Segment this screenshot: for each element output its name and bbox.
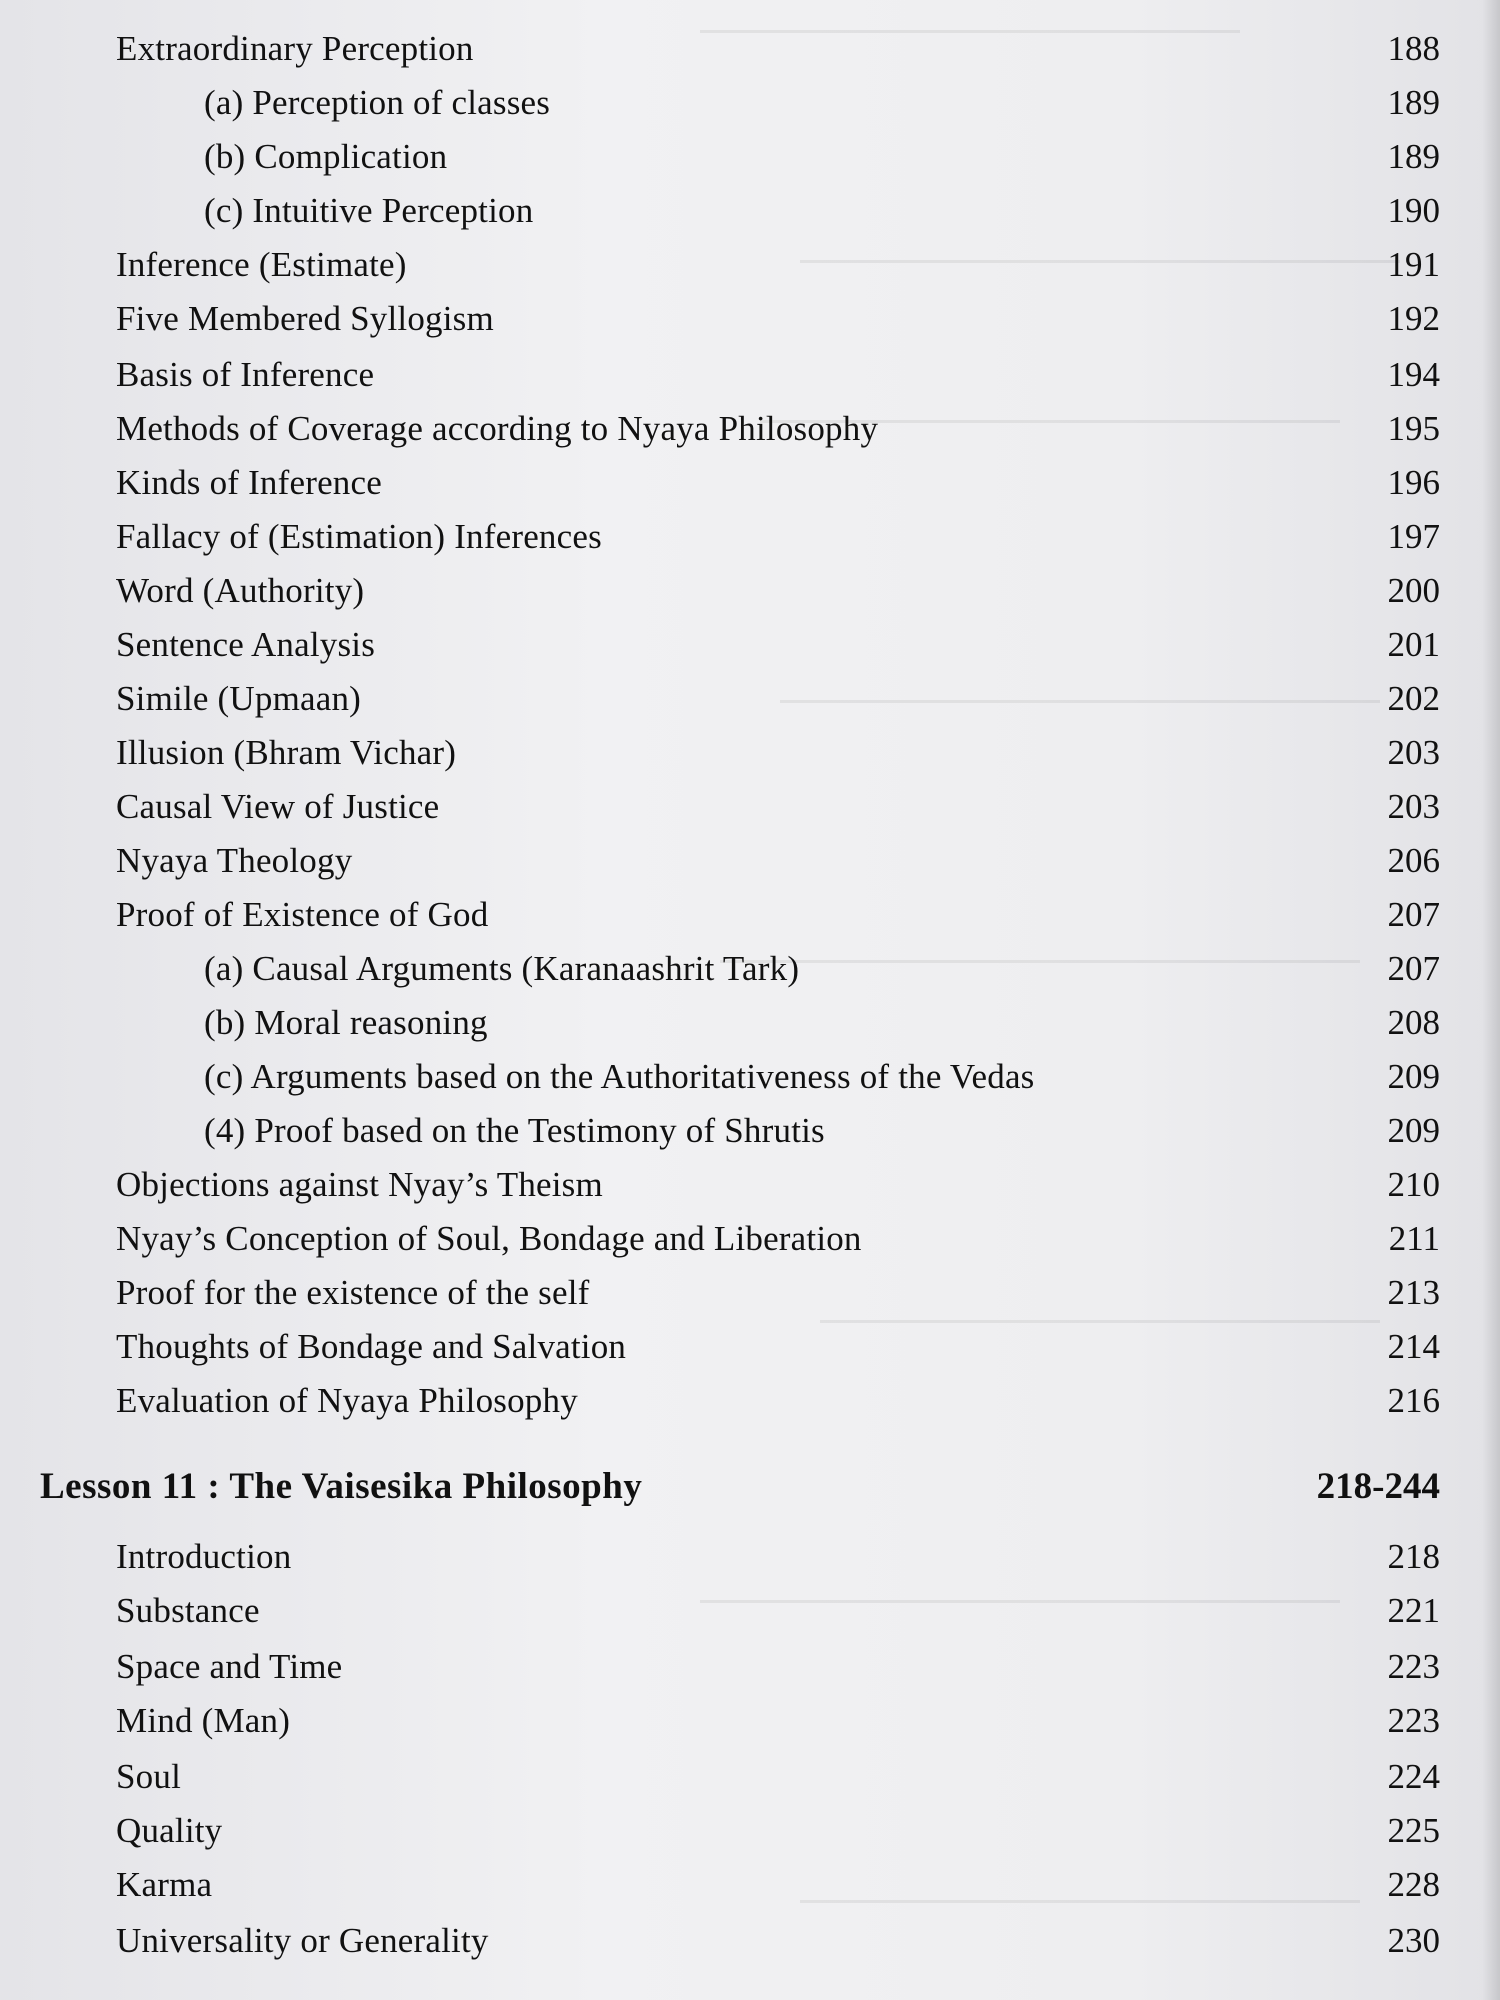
toc-entry (0, 1104, 1500, 1158)
toc-entry-page: 224 (1387, 1757, 1440, 1796)
toc-entry-title: Karma (116, 1865, 213, 1904)
toc-entry-title: Evaluation of Nyaya Philosophy (116, 1381, 578, 1420)
toc-entry (0, 618, 1500, 672)
toc-entry-title: Substance (116, 1591, 260, 1630)
toc-entry-title: (c) Arguments based on the Authoritativeness of the Vedas (204, 1057, 1035, 1096)
toc-entry (0, 76, 1500, 130)
toc-entry (0, 22, 1500, 76)
toc-entry-page: 223 (1387, 1701, 1440, 1740)
toc-entry (0, 1804, 1500, 1858)
toc-entry-page: 209 (1387, 1057, 1440, 1096)
toc-entry-page: 191 (1387, 245, 1440, 284)
toc-entry-title: Kinds of Inference (116, 463, 382, 502)
lesson-page-range: 218-244 (1316, 1466, 1440, 1507)
toc-entry-page: 189 (1387, 83, 1440, 122)
toc-entry-page: 203 (1387, 733, 1440, 772)
toc-entry (0, 1530, 1500, 1584)
toc-entry-title: Simile (Upmaan) (116, 679, 362, 718)
toc-entry-page: 210 (1387, 1165, 1440, 1204)
toc-entry-page: 200 (1387, 571, 1440, 610)
toc-entry-title: Basis of Inference (116, 355, 375, 394)
toc-entry-title: Nyaya Theology (116, 841, 353, 880)
toc-entry-page: 203 (1387, 787, 1440, 826)
toc-entry (0, 564, 1500, 618)
toc-entry (0, 1374, 1500, 1428)
toc-entry-title: Illusion (Bhram Vichar) (116, 733, 457, 772)
toc-entry-title: (b) Moral reasoning (204, 1003, 488, 1042)
toc-entry (0, 1266, 1500, 1320)
toc-entry (0, 726, 1500, 780)
toc-entry-page: 223 (1387, 1647, 1440, 1686)
toc-entry-title: Extraordinary Perception (116, 29, 474, 68)
toc-entry-page: 211 (1388, 1219, 1440, 1258)
toc-entry-title: (a) Causal Arguments (Karanaashrit Tark) (204, 949, 800, 988)
toc-entry-page: 188 (1387, 29, 1440, 68)
toc-entry (0, 292, 1500, 346)
toc-entry (0, 184, 1500, 238)
lesson-title: Lesson 11 : The Vaisesika Philosophy (40, 1466, 643, 1507)
toc-entry (0, 510, 1500, 564)
toc-entry-page: 228 (1387, 1865, 1440, 1904)
toc-entry (0, 402, 1500, 456)
toc-entry (0, 1320, 1500, 1374)
toc-entry (0, 1914, 1500, 1968)
toc-entry-title: Objections against Nyay’s Theism (116, 1165, 603, 1204)
toc-entry (0, 942, 1500, 996)
toc-entry-title: Mind (Man) (116, 1701, 291, 1740)
toc-entry-title: Five Membered Syllogism (116, 299, 494, 338)
toc-entry-page: 207 (1387, 895, 1440, 934)
toc-entry-title: Proof for the existence of the self (116, 1273, 590, 1312)
toc-entry (0, 1694, 1500, 1748)
toc-entry (0, 130, 1500, 184)
lesson-heading (0, 1460, 1500, 1514)
toc-entry (0, 1584, 1500, 1638)
toc-entry-title: Word (Authority) (116, 571, 365, 610)
toc-entry-title: Fallacy of (Estimation) Inferences (116, 517, 602, 556)
toc-entry-title: Introduction (116, 1537, 292, 1576)
toc-entry-title: Universality or Generality (116, 1921, 489, 1960)
toc-entry-page: 218 (1387, 1537, 1440, 1576)
toc-entry (0, 996, 1500, 1050)
toc-entry-title: (a) Perception of classes (204, 83, 551, 122)
toc-entry-page: 214 (1387, 1327, 1440, 1366)
toc-entry-title: (c) Intuitive Perception (204, 191, 534, 230)
toc-entry-page: 192 (1387, 299, 1440, 338)
toc-entry-title: (b) Complication (204, 137, 448, 176)
toc-entry-page: 201 (1387, 625, 1440, 664)
toc-entry-page: 196 (1387, 463, 1440, 502)
toc-entry (0, 672, 1500, 726)
toc-entry (0, 1212, 1500, 1266)
toc-entry-page: 216 (1387, 1381, 1440, 1420)
toc-entry (0, 834, 1500, 888)
toc-entry (0, 1050, 1500, 1104)
toc-entry-page: 202 (1387, 679, 1440, 718)
toc-entry-page: 197 (1387, 517, 1440, 556)
toc-entry-title: Inference (Estimate) (116, 245, 407, 284)
toc-entry-title: Quality (116, 1811, 223, 1850)
toc-entry-page: 208 (1387, 1003, 1440, 1042)
toc-entry-page: 207 (1387, 949, 1440, 988)
toc-entry-title: Sentence Analysis (116, 625, 376, 664)
toc-entry-title: Soul (116, 1757, 181, 1796)
toc-entry (0, 1640, 1500, 1694)
toc-entry-page: 230 (1387, 1921, 1440, 1960)
toc-entry (0, 888, 1500, 942)
toc-entry (0, 1750, 1500, 1804)
toc-entry-page: 209 (1387, 1111, 1440, 1150)
toc-entry-page: 194 (1387, 355, 1440, 394)
toc-entry (0, 780, 1500, 834)
toc-entry-title: Thoughts of Bondage and Salvation (116, 1327, 627, 1366)
toc-entry-page: 225 (1387, 1811, 1440, 1850)
toc-entry-title: Space and Time (116, 1647, 343, 1686)
toc-entry (0, 238, 1500, 292)
toc-entry-page: 213 (1387, 1273, 1440, 1312)
page-edge-shadow (1482, 0, 1500, 2000)
toc-entry-title: Methods of Coverage according to Nyaya Philosophy (116, 409, 879, 448)
toc-entry-title: Proof of Existence of God (116, 895, 489, 934)
toc-entry-page: 206 (1387, 841, 1440, 880)
toc-entry-page: 189 (1387, 137, 1440, 176)
toc-entry (0, 348, 1500, 402)
toc-entry (0, 1158, 1500, 1212)
toc-entry-title: Nyay’s Conception of Soul, Bondage and Liberation (116, 1219, 862, 1258)
toc-entry (0, 1858, 1500, 1912)
toc-entry (0, 456, 1500, 510)
toc-entry-title: Causal View of Justice (116, 787, 440, 826)
toc-entry-title: (4) Proof based on the Testimony of Shrutis (204, 1111, 825, 1150)
toc-entry-page: 190 (1387, 191, 1440, 230)
toc-entry-page: 221 (1387, 1591, 1440, 1630)
toc-entry-page: 195 (1387, 409, 1440, 448)
